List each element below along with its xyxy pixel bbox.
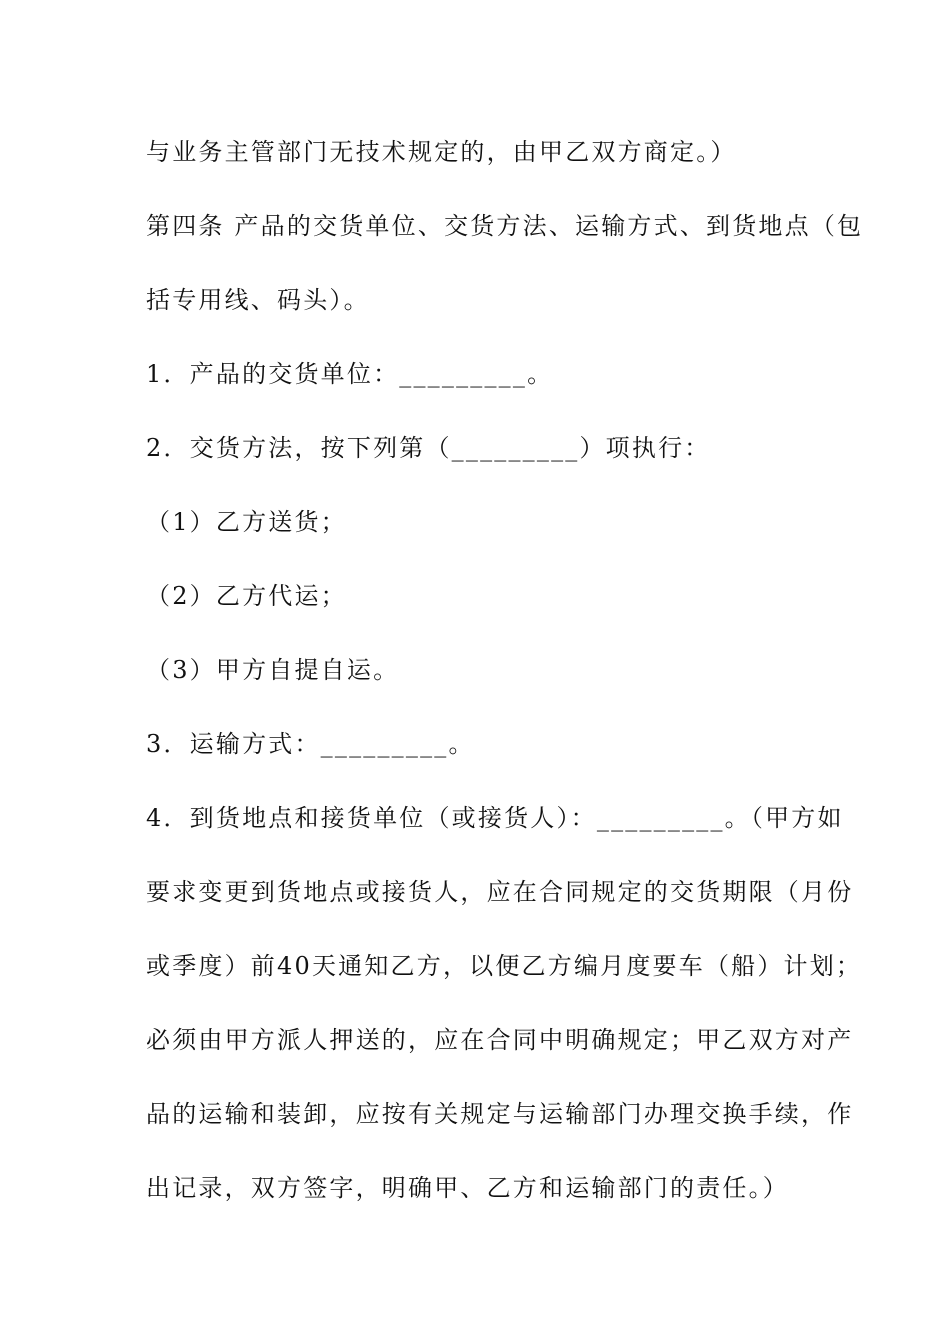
item-4-continuation-line-1: 要求变更到货地点或接货人，应在合同规定的交货期限（月份 xyxy=(146,878,854,906)
item-4-continuation-line-4: 品的运输和装卸，应按有关规定与运输部门办理交换手续，作 xyxy=(146,1100,854,1128)
item-4-delivery-location: 4．到货地点和接货单位（或接货人）：_________。（甲方如 xyxy=(146,804,844,832)
item-4-continuation-line-5: 出记录，双方签字，明确甲、乙方和运输部门的责任。） xyxy=(146,1174,789,1202)
article-four-heading-line: 第四条 产品的交货单位、交货方法、运输方式、到货地点（包 xyxy=(146,212,864,240)
option-2-seller-shipping: （2）乙方代运； xyxy=(146,582,347,610)
article-four-heading-continuation: 括专用线、码头）。 xyxy=(146,286,370,314)
option-1-seller-delivery: （1）乙方送货； xyxy=(146,508,347,536)
item-4-continuation-line-3: 必须由甲方派人押送的，应在合同中明确规定；甲乙双方对产 xyxy=(146,1026,854,1054)
item-2-delivery-method: 2．交货方法，按下列第（_________）项执行： xyxy=(146,434,711,462)
item-1-delivery-unit: 1．产品的交货单位：_________。 xyxy=(146,360,554,388)
paragraph-line-1: 与业务主管部门无技术规定的，由甲乙双方商定。） xyxy=(146,138,737,166)
option-3-buyer-pickup: （3）甲方自提自运。 xyxy=(146,656,400,684)
item-4-continuation-line-2: 或季度）前40天通知乙方，以便乙方编月度要车（船）计划； xyxy=(146,952,863,980)
item-3-transport-method: 3．运输方式：_________。 xyxy=(146,730,475,758)
